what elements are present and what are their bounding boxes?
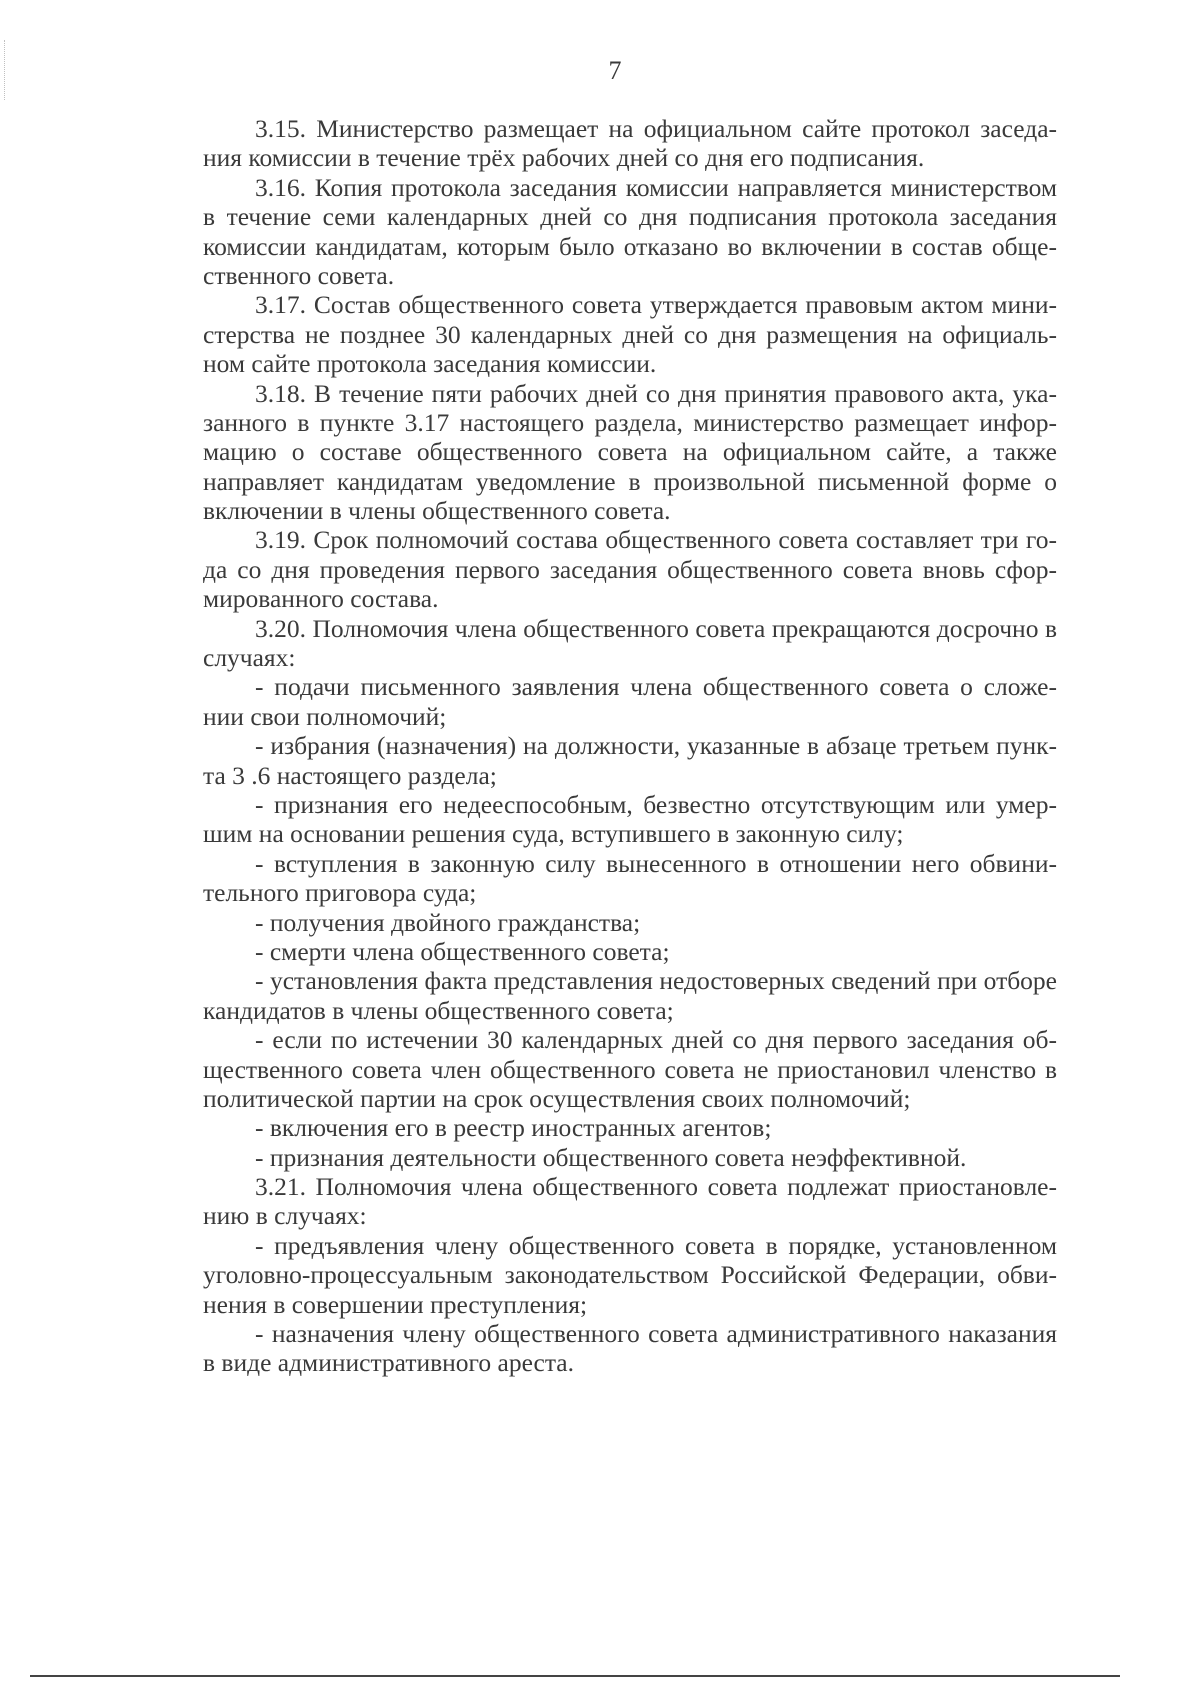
document-body xyxy=(203,114,1057,1378)
text-line: в виде административного ареста. xyxy=(203,1348,574,1378)
text-line: - назначения члену общественного совета административного наказания xyxy=(255,1319,1057,1349)
text-line: - признания его недееспособным, безвестно отсутствующим или умер- xyxy=(255,789,1057,819)
text-line: - получения двойного гражданства; xyxy=(255,907,641,937)
text-line: - предъявления члену общественного совета в порядке, установленном xyxy=(255,1230,1057,1260)
page-number: 7 xyxy=(608,56,622,85)
text-line: случаях: xyxy=(203,643,296,673)
text-line: ственного совета. xyxy=(203,260,395,290)
bottom-rule xyxy=(30,1675,1120,1677)
text-line: занного в пункте 3.17 настоящего раздела, министерство размещает инфор- xyxy=(203,407,1057,437)
text-line: - установления факта представления недостоверных сведений при отборе xyxy=(255,966,1057,996)
text-line: - включения его в реестр иностранных агентов; xyxy=(255,1113,772,1143)
text-line: тельного приговора суда; xyxy=(203,878,477,908)
text-line: 3.16. Копия протокола заседания комиссии направляется министерством xyxy=(255,172,1057,202)
text-line: - подачи письменного заявления члена общественного совета о сложе- xyxy=(255,672,1057,702)
text-line: уголовно-процессуальным законодательством Российской Федерации, обви- xyxy=(203,1260,1057,1290)
text-line: включении в члены общественного совета. xyxy=(203,496,671,526)
text-line: направляет кандидатам уведомление в произвольной письменной форме о xyxy=(203,466,1057,496)
text-line: мацию о составе общественного совета на официальном сайте, а также xyxy=(203,437,1057,467)
text-line: политической партии на срок осуществления своих полномочий; xyxy=(203,1083,911,1113)
text-line: 3.20. Полномочия члена общественного совета прекращаются досрочно в xyxy=(255,613,1057,643)
text-line: та 3 .6 настоящего раздела; xyxy=(203,760,497,790)
text-line: нения в совершении преступления; xyxy=(203,1289,588,1319)
text-line: в течение семи календарных дней со дня подписания протокола заседания xyxy=(203,202,1057,232)
text-line: - вступления в законную силу вынесенного в отношении него обвини- xyxy=(255,848,1057,878)
text-line: - избрания (назначения) на должности, указанные в абзаце третьем пунк- xyxy=(255,731,1057,761)
text-line: нии свои полномочий; xyxy=(203,701,447,731)
text-line: 3.19. Срок полномочий состава общественного совета составляет три го- xyxy=(255,525,1057,555)
text-line: - смерти члена общественного совета; xyxy=(255,936,670,966)
text-line: 3.18. В течение пяти рабочих дней со дня принятия правового акта, ука- xyxy=(255,378,1057,408)
text-line: мированного состава. xyxy=(203,584,439,614)
text-line: 3.15. Министерство размещает на официальном сайте протокол заседа- xyxy=(255,114,1057,143)
text-line: 3.21. Полномочия члена общественного совета подлежат приостановле- xyxy=(255,1172,1057,1202)
text-line: кандидатов в члены общественного совета; xyxy=(203,995,674,1025)
text-line: нию в случаях: xyxy=(203,1201,367,1231)
text-line: щественного совета член общественного совета не приостановил членство в xyxy=(203,1054,1057,1084)
text-line: да со дня проведения первого заседания общественного совета вновь сфор- xyxy=(203,554,1057,584)
text-line: комиссии кандидатам, которым было отказано во включении в состав обще- xyxy=(203,231,1057,261)
text-line: - если по истечении 30 календарных дней со дня первого заседания об- xyxy=(255,1025,1057,1055)
text-line: - признания деятельности общественного совета неэффективной. xyxy=(255,1142,967,1172)
text-line: шим на основании решения суда, вступившего в законную силу; xyxy=(203,819,904,849)
text-line: ния комиссии в течение трёх рабочих дней со дня его подписания. xyxy=(203,143,925,173)
text-line: 3.17. Состав общественного совета утверждается правовым актом мини- xyxy=(255,290,1057,320)
text-line: ном сайте протокола заседания комиссии. xyxy=(203,349,657,379)
text-line: стерства не позднее 30 календарных дней со дня размещения на официаль- xyxy=(203,319,1057,349)
